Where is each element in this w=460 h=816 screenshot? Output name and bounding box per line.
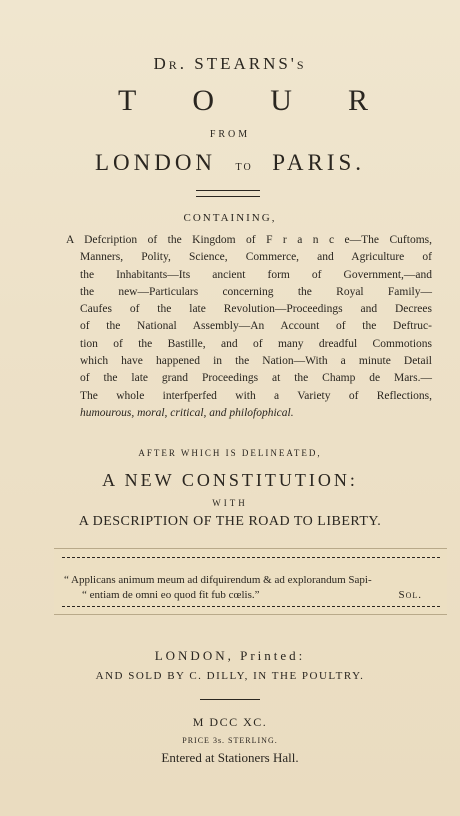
motto-line-2: [82, 589, 422, 601]
route-destination: PARIS.: [272, 150, 366, 175]
short-rule: [200, 699, 260, 700]
motto-attribution: Sol.: [398, 589, 422, 601]
description-line: The whole interfperfed with a Variety of Reflections,: [80, 389, 432, 402]
new-constitution-heading: A NEW CONSTITUTION:: [102, 470, 358, 490]
road-heading: A DESCRIPTION OF THE ROAD TO LIBERTY.: [78, 514, 382, 529]
tour-letter: T: [118, 84, 141, 117]
description-line: the new—Particulars concerning the Royal Family—: [80, 285, 432, 298]
tour-letter: O: [192, 84, 219, 117]
route-origin: LONDON: [94, 150, 217, 175]
imprint-sold-by: AND SOLD BY C. DILLY, IN THE POULTRY.: [95, 670, 365, 682]
containing-label: CONTAINING,: [183, 212, 277, 224]
description-line: tion of the Bastille, and of many dreadful Commotions: [80, 337, 432, 350]
description-line: of the National Assembly—An Account of the Deftruc-: [80, 320, 432, 333]
description-line: A Defcription of the Kingdom of F r a n c e—The Cuftoms,: [66, 234, 432, 246]
description-block: [66, 232, 432, 422]
with-label: WITH: [212, 498, 248, 508]
route-to: to: [235, 159, 253, 174]
motto-line: “ entiam de omni eo quod fit fub cœlis.”: [82, 589, 260, 601]
imprint-london: LONDON, Printed:: [154, 648, 306, 663]
tour-heading: [118, 84, 372, 118]
imprint-price: PRICE 3s. STERLING.: [182, 736, 278, 745]
tour-letter: R: [347, 84, 372, 117]
dashed-rule: [62, 557, 440, 559]
imprint-entered: Entered at Stationers Hall.: [161, 750, 299, 765]
description-line: the Inhabitants—Its ancient form of Government,—and: [80, 268, 432, 281]
double-rule: [196, 190, 260, 197]
after-which-label: AFTER WHICH IS DELINEATED,: [138, 448, 322, 458]
dashed-rule: [62, 606, 440, 608]
description-line: of the late grand Proceedings at the Champ de Mars.—: [80, 372, 432, 385]
description-line: Manners, Polity, Science, Commerce, and Agriculture of: [80, 251, 432, 264]
route-heading: [0, 150, 460, 176]
from-label: FROM: [209, 129, 251, 140]
description-line: which have happened in the Nation—With a minute Detail: [80, 355, 432, 368]
motto-line: “ Applicans animum meum ad difquirendum & ad explorandum Sapi-: [64, 574, 372, 586]
description-line: Caufes of the late Revolution—Proceedings and Decrees: [80, 303, 432, 316]
author-line: Dr. STEARNS's: [153, 54, 307, 73]
description-line: humourous, moral, critical, and philofophical.: [80, 406, 294, 419]
tour-letter: U: [270, 84, 296, 117]
imprint-year: M DCC XC.: [192, 715, 268, 729]
